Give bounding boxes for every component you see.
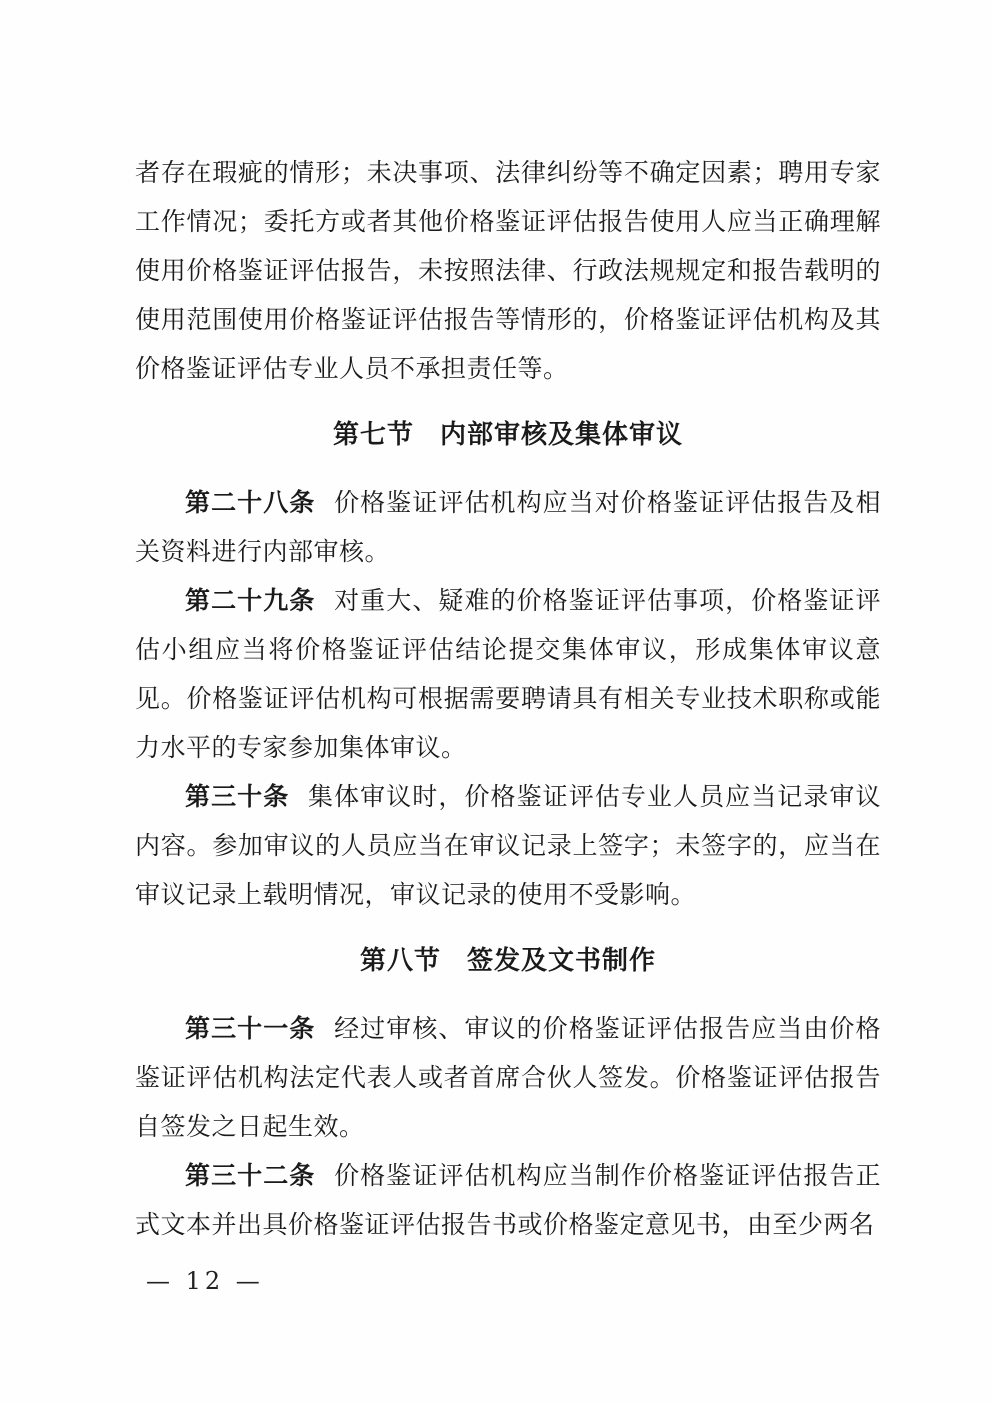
paragraph-text: 者存在瑕疵的情形；未决事项、法律纠纷等不确定因素；聘用专家工作情况；委托方或者其他价格鉴证评估报告使用人应当正确理解使用价格鉴证评估报告，未按照法律、行政法规规定和报告载明的使用范围使用价格鉴证评估报告等情形的，价格鉴证评估机构及其价格鉴证评估专业人员不承担责任等。 <box>135 158 881 383</box>
article-text: 集体审议时，价格鉴证评估专业人员应当记录审议内容。参加审议的人员应当在审议记录上签字；未签字的，应当在审议记录上载明情况，审议记录的使用不受影响。 <box>135 782 881 909</box>
article-number: 第三十一条 <box>185 1014 316 1043</box>
paragraph-continuation <box>135 148 881 393</box>
article-text: 经过审核、审议的价格鉴证评估报告应当由价格鉴证评估机构法定代表人或者首席合伙人签发。价格鉴证评估报告自签发之日起生效。 <box>135 1014 881 1141</box>
article-number: 第二十八条 <box>185 488 316 517</box>
section-title: 内部审核及集体审议 <box>440 420 684 450</box>
document-body <box>135 148 881 1249</box>
article-paragraph-31 <box>135 1004 881 1151</box>
article-text: 对重大、疑难的价格鉴证评估事项，价格鉴证评估小组应当将价格鉴证评估结论提交集体审议，形成集体审议意见。价格鉴证评估机构可根据需要聘请具有相关专业技术职称或能力水平的专家参加集体审议。 <box>135 586 881 762</box>
article-paragraph-30 <box>135 772 881 919</box>
section-title: 签发及文书制作 <box>467 946 657 976</box>
article-paragraph-29 <box>135 576 881 772</box>
section-number: 第八节 <box>359 946 441 976</box>
section-heading-8 <box>135 937 881 986</box>
article-number: 第三十二条 <box>185 1161 316 1190</box>
article-number: 第二十九条 <box>185 586 316 615</box>
page-number: — 12 — <box>146 1267 264 1295</box>
article-text: 价格鉴证评估机构应当制作价格鉴证评估报告正式文本并出具价格鉴证评估报告书或价格鉴定意见书，由至少两名 <box>135 1161 881 1239</box>
article-paragraph-28 <box>135 478 881 576</box>
article-number: 第三十条 <box>185 782 290 811</box>
section-heading-7 <box>135 411 881 460</box>
section-number: 第七节 <box>332 420 414 450</box>
article-paragraph-32 <box>135 1151 881 1249</box>
article-text: 价格鉴证评估机构应当对价格鉴证评估报告及相关资料进行内部审核。 <box>135 488 881 566</box>
